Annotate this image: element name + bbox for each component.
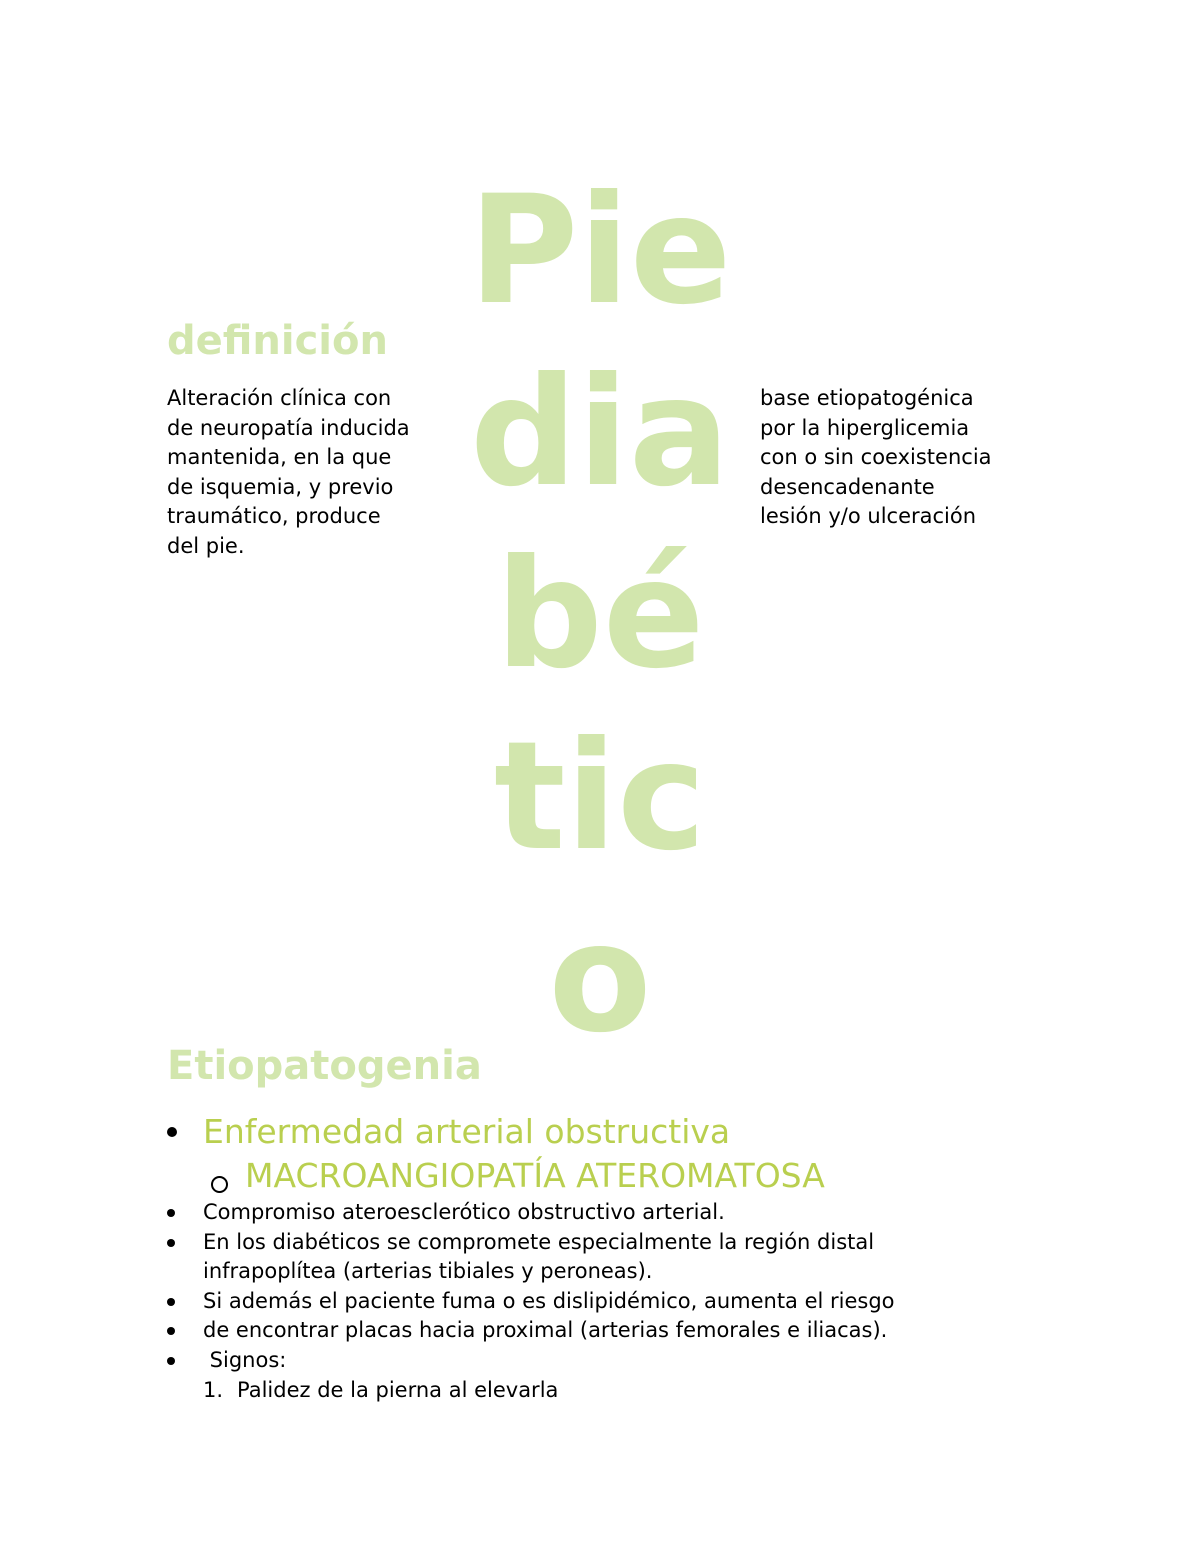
definicion-right-column bbox=[760, 384, 1050, 532]
page-title bbox=[460, 160, 740, 1070]
text-line: traumático, produce bbox=[167, 504, 381, 529]
text-line: de neuropatía inducida bbox=[167, 415, 410, 440]
list-item bbox=[167, 1287, 1067, 1317]
text-line: de isquemia, y previo bbox=[167, 474, 394, 499]
list-item bbox=[167, 1110, 1067, 1154]
circle-bullet-icon bbox=[211, 1176, 228, 1193]
title-line: o bbox=[548, 892, 652, 1066]
etiopatogenia-list bbox=[167, 1110, 1067, 1405]
text-line: desencadenante bbox=[760, 474, 935, 499]
bullet-icon bbox=[167, 1239, 175, 1247]
list-item-text: Compromiso ateroesclerótico obstructivo arterial. bbox=[203, 1200, 725, 1224]
definicion-heading: definición bbox=[167, 318, 388, 364]
list-item-text: de encontrar placas hacia proximal (arterias femorales e iliacas). bbox=[203, 1318, 888, 1343]
title-line: tic bbox=[493, 710, 707, 884]
item-number: 1. bbox=[203, 1377, 224, 1402]
list-item-text: Si además el paciente fuma o es dislipidémico, aumenta el riesgo bbox=[203, 1288, 895, 1313]
numbered-item bbox=[167, 1376, 1067, 1406]
etiopatogenia-heading: Etiopatogenia bbox=[167, 1043, 482, 1089]
numbered-item-text: Palidez de la pierna al elevarla bbox=[237, 1377, 559, 1402]
sub-list-item bbox=[167, 1154, 1067, 1198]
text-line: base etiopatogénica bbox=[760, 386, 974, 410]
list-item bbox=[167, 1198, 1067, 1228]
sub-list-item-text: MACROANGIOPATÍA ATEROMATOSA bbox=[245, 1156, 825, 1195]
list-item bbox=[167, 1228, 1067, 1287]
bullet-icon bbox=[167, 1298, 175, 1306]
bullet-icon bbox=[167, 1357, 175, 1365]
text-line: del pie. bbox=[167, 533, 245, 558]
definicion-left-column bbox=[167, 384, 467, 562]
list-item bbox=[167, 1346, 1067, 1376]
text-line: mantenida, en la que bbox=[167, 445, 392, 470]
text-line: Alteración clínica con bbox=[167, 386, 392, 410]
list-item-text: En los diabéticos se compromete especialmente la región distal bbox=[203, 1229, 875, 1254]
list-item bbox=[167, 1316, 1067, 1346]
bullet-icon bbox=[167, 1127, 177, 1137]
list-item-text: Enfermedad arterial obstructiva bbox=[203, 1112, 731, 1151]
list-item-text: infrapoplítea (arterias tibiales y peroneas). bbox=[203, 1259, 653, 1284]
bullet-icon bbox=[167, 1327, 175, 1335]
list-item-text: Signos: bbox=[203, 1347, 287, 1372]
text-line: por la hiperglicemia bbox=[760, 415, 970, 440]
title-line: dia bbox=[469, 346, 730, 520]
title-line: Pie bbox=[468, 164, 732, 338]
text-line: lesión y/o ulceración bbox=[760, 504, 977, 529]
text-line: con o sin coexistencia bbox=[760, 445, 992, 470]
bullet-icon bbox=[167, 1209, 175, 1217]
title-line: bé bbox=[495, 528, 705, 702]
